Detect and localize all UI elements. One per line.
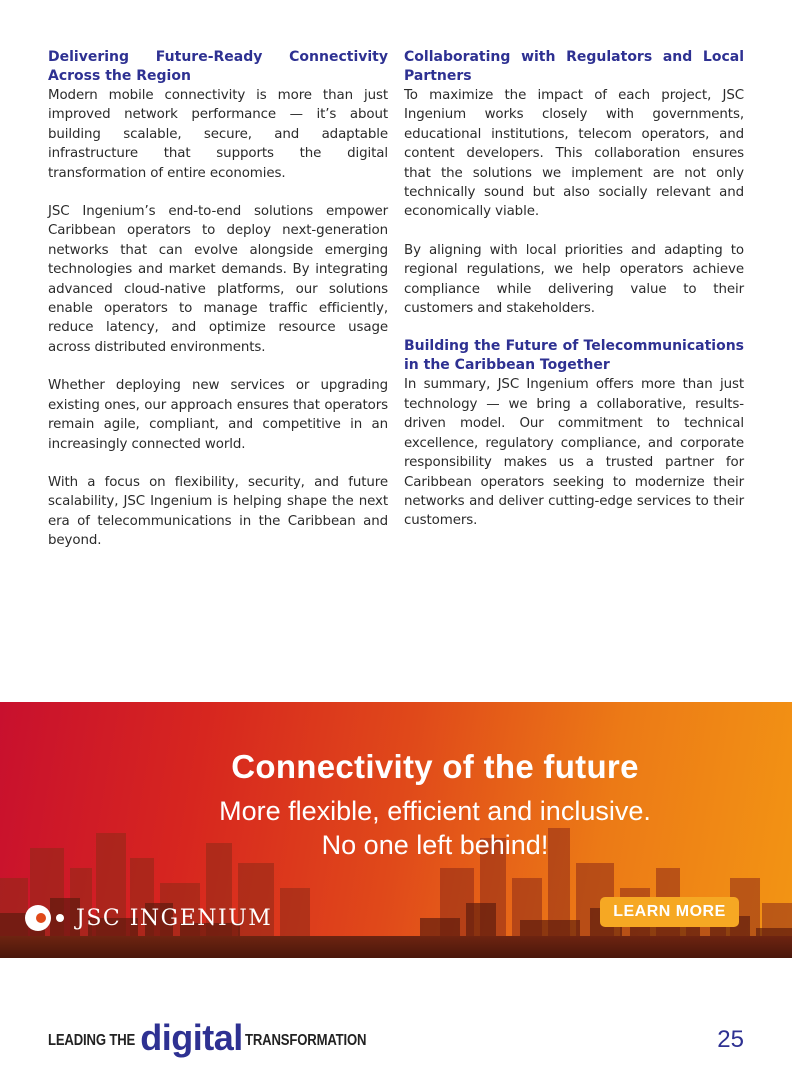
banner-headline: Connectivity of the future [231,748,639,785]
footer-highlight: digital [140,1017,243,1058]
banner-floor [0,936,792,958]
paragraph: Whether deploying new services or upgrading existing ones, our approach ensures that operators remain agile, compliant, and competitive in an increasingly connected world. [48,378,388,452]
section-heading-connectivity: Delivering Future-Ready Connectivity Across the Region [48,49,388,84]
footer-prefix: LEADING THE [48,1032,136,1049]
brand-name: JSC INGENIUM [76,905,273,931]
section-heading-building-future: Building the Future of Telecommunications in the Caribbean Together [404,338,744,374]
footer-slogan [48,1017,393,1060]
ad-banner[interactable] [0,702,792,958]
jsc-ingenium-logo [24,902,272,934]
banner-subline [0,794,792,862]
paragraph: With a focus on flexibility, security, and future scalability, JSC Ingenium is helping shape the next era of telecommunications in the Caribbean and beyond. [48,474,388,549]
paragraph: Modern mobile connectivity is more than just improved network performance — it’s about building scalable, secure, and adaptable infrastructure that supports the digital transformation of entire economies. [48,88,388,181]
paragraph: In summary, JSC Ingenium offers more than just technology — we bring a collaborative, results-driven model. Our commitment to technical excellence, regulatory compliance, and corporate responsibility makes us a trusted partner for Caribbean operators seeking to modernize their networks and deliver cutting-edge services to their customers. [404,377,744,529]
banner-subline-2: No one left behind! [321,830,549,860]
section-heading-collaborating: Collaborating with Regulators and Local Partners [404,49,744,84]
paragraph: JSC Ingenium’s end-to-end solutions empower Caribbean operators to deploy next-generation networks that can evolve alongside emerging technologies and market demands. By integrating advanced cloud-native platforms, our solutions enable operators to manage traffic efficiently, reduce latency, and optimize resource usage across distributed environments. [48,204,388,355]
left-column [48,48,388,570]
paragraph: To maximize the impact of each project, JSC Ingenium works closely with governments, educational institutions, telecom operators, and content developers. This collaboration ensures that the solutions we implement are not only technically sound but also socially relevant and economically viable. [404,88,744,220]
learn-more-button[interactable]: LEARN MORE [600,897,739,927]
paragraph: By aligning with local priorities and adapting to regional regulations, we help operators achieve compliance while delivering value to their customers and stakeholders. [404,242,744,317]
ingenium-logo-icon [24,902,66,934]
page-number: 25 [717,1026,744,1053]
right-column [404,48,744,550]
footer-suffix: TRANSFORMATION [244,1032,367,1049]
page-footer [48,1017,744,1060]
banner-subline-1: More flexible, efficient and inclusive. [219,796,651,826]
